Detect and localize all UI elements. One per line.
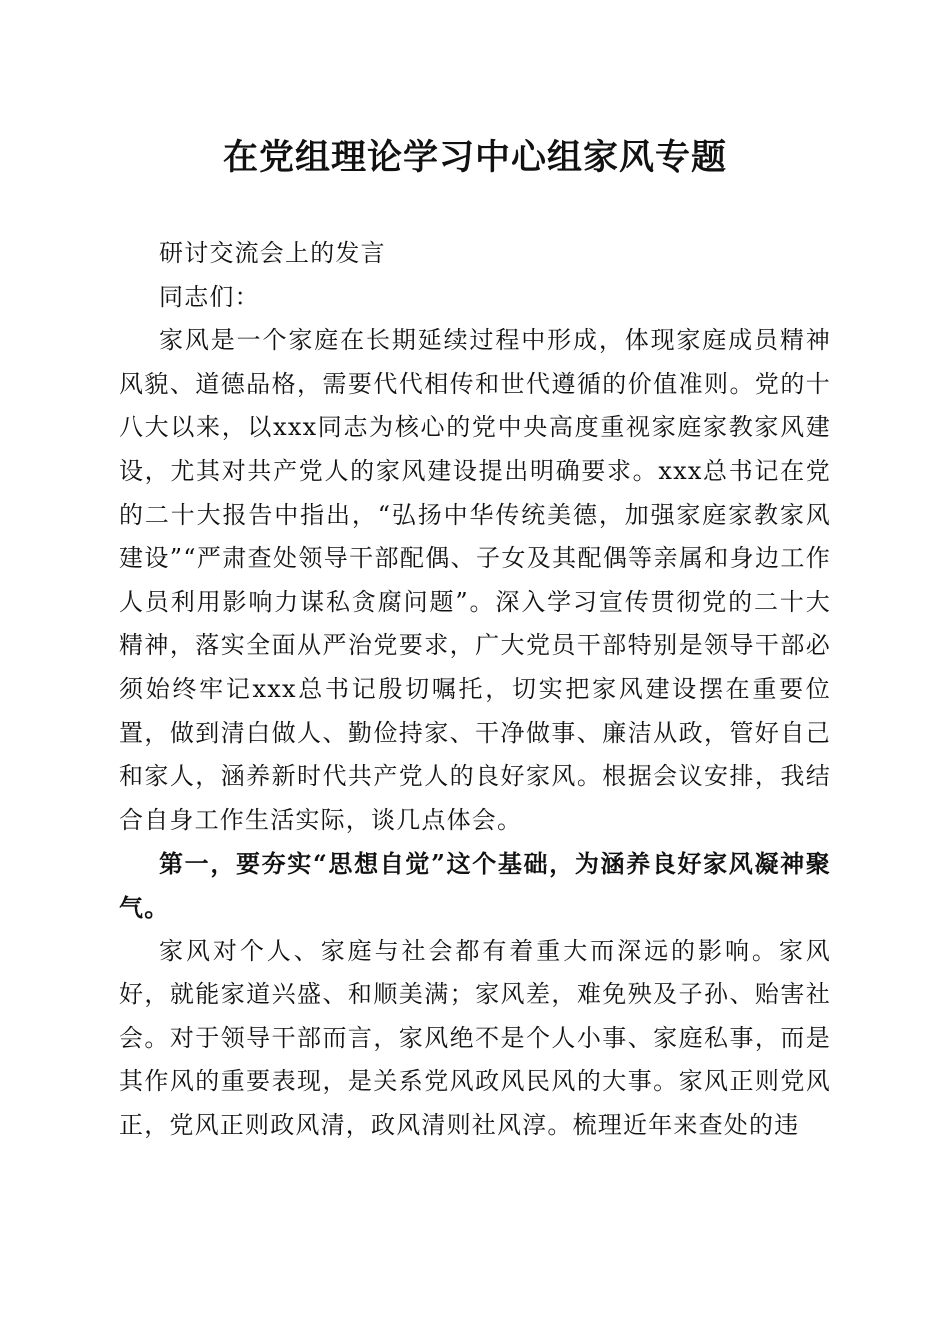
intro-paragraph: 家风是一个家庭在长期延续过程中形成，体现家庭成员精神风貌、道德品格，需要代代相传和世代遵循的价值准则。党的十八大以来，以xxx同志为核心的党中央高度重视家庭家教家风建设，尤其对共产党人的家风建设提出明确要求。xxx总书记在党的二十大报告中指出，“弘扬中华传统美德，加强家庭家教家风建设”“严肃查处领导干部配偶、子女及其配偶等亲属和身边工作人员利用影响力谋私贪腐问题”。深入学习宣传贯彻党的二十大精神，落实全面从严治党要求，广大党员干部特别是领导干部必须始终牢记xxx总书记殷切嘱托，切实把家风建设摆在重要位置，做到清白做人、勤俭持家、干净做事、廉洁从政，管好自己和家人，涵养新时代共产党人的良好家风。根据会议安排，我结合自身工作生活实际，谈几点体会。 [119,326,831,834]
document-body [119,232,831,1147]
document-title: 在党组理论学习中心组家风专题 [222,137,727,178]
salutation-paragraph: 同志们： [159,282,260,311]
body-paragraph: 家风对个人、家庭与社会都有着重大而深远的影响。家风好，就能家道兴盛、和顺美满；家风差，难免殃及子孙、贻害社会。对于领导干部而言，家风绝不是个人小事、家庭私事，而是其作风的重要表现，是关系党风政风民风的大事。家风正则党风正，党风正则政风清，政风清则社风淳。梳理近年来查处的违 [119,936,831,1139]
section-heading-1: 第一，要夯实“思想自觉”这个基础，为涵养良好家风凝神聚气。 [119,849,831,922]
subtitle-paragraph: 研讨交流会上的发言 [159,239,386,267]
